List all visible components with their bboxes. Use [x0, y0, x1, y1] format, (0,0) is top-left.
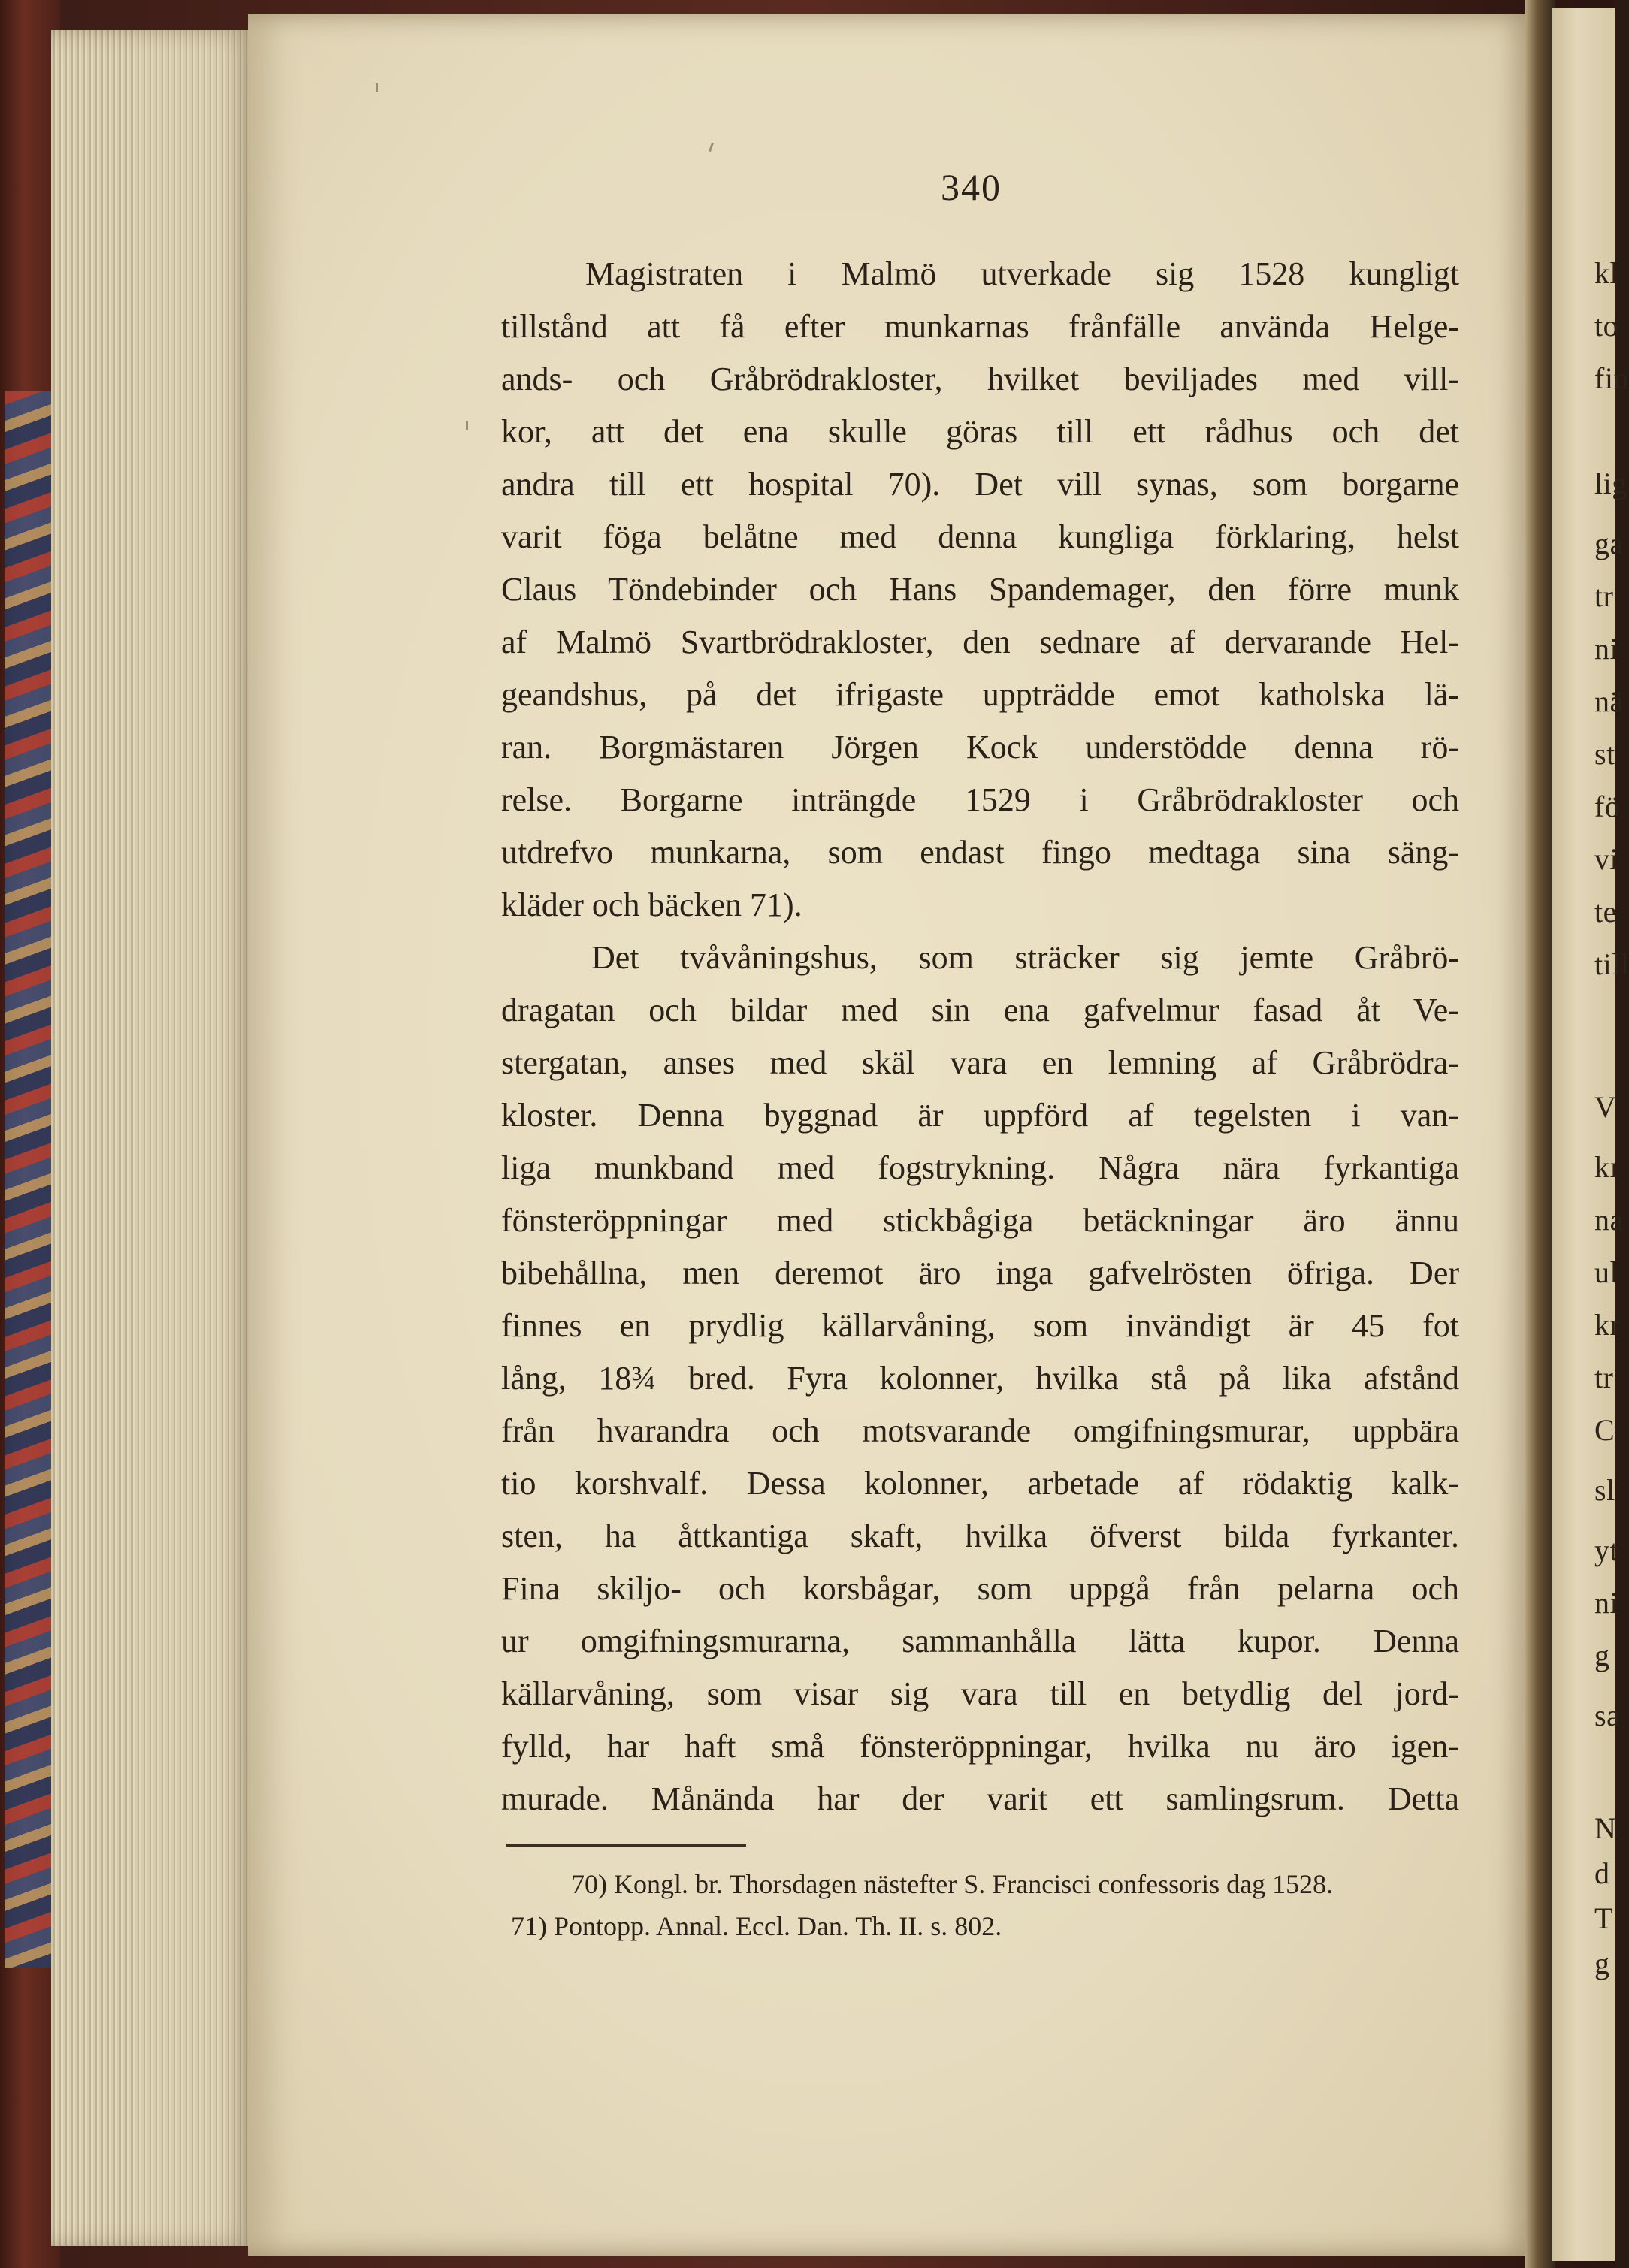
text-line: Magistraten i Malmö utverkade sig 1528 kungligt — [585, 255, 1459, 292]
next-page-text: ul — [1594, 1255, 1619, 1289]
next-page-text: fö — [1594, 790, 1621, 823]
next-page-text: nä — [1594, 684, 1624, 718]
next-page-text: tr — [1594, 1360, 1614, 1394]
footnote-rule — [506, 1844, 746, 1847]
text-line: kor, att det ena skulle göras till ett rådhus och det — [501, 413, 1459, 450]
next-page-text: kl — [1594, 256, 1619, 290]
text-line: Det tvåvåningshus, som sträcker sig jemte Gråbrö- — [591, 939, 1459, 976]
next-page-text: g — [1594, 1638, 1610, 1672]
text-line: sten, ha åttkantiga skaft, hvilka öfverst bilda fyrkanter. — [501, 1518, 1459, 1554]
text-line: källarvåning, som visar sig vara till en betydlig del jord- — [501, 1675, 1459, 1712]
next-page-text: C — [1594, 1413, 1615, 1447]
text-line: liga munkband med fogstrykning. Några nära fyrkantiga — [501, 1149, 1459, 1186]
next-page-text: kr — [1594, 1308, 1621, 1342]
book-gutter — [1525, 0, 1555, 2268]
next-page-text: st — [1594, 737, 1615, 771]
next-page-fragment — [1552, 8, 1629, 2261]
next-page-text: N — [1594, 1811, 1617, 1845]
next-page-text: sl — [1594, 1473, 1615, 1507]
next-page-text: d — [1594, 1856, 1610, 1890]
next-page-text: sa — [1594, 1699, 1621, 1732]
next-page-text: ga — [1594, 527, 1624, 560]
text-line: från hvarandra och motsvarande omgifningsmurar, uppbära — [501, 1412, 1459, 1449]
text-line: fönsteröppningar med stickbågiga betäckningar äro ännu — [501, 1202, 1459, 1239]
text-line: geandshus, på det ifrigaste uppträdde emot katholska lä- — [501, 676, 1459, 713]
text-line: tillstånd att få efter munkarnas frånfälle använda Helge- — [501, 308, 1459, 345]
text-line: kläder och bäcken 71). — [501, 886, 802, 923]
next-page-text: tr — [1594, 579, 1614, 613]
text-line: Fina skiljo- och korsbågar, som uppgå från pelarna och — [501, 1570, 1459, 1607]
footnote: 70) Kongl. br. Thorsdagen nästefter S. Francisci confessoris dag 1528. — [571, 1869, 1334, 1899]
marbled-endpaper — [5, 391, 53, 1968]
page-number: 340 — [941, 166, 1002, 208]
text-line: utdrefvo munkarna, som endast fingo medtaga sina säng- — [501, 834, 1459, 871]
next-page-text: V — [1594, 1090, 1617, 1124]
text-line: ur omgifningsmurarna, sammanhålla lätta kupor. Denna — [501, 1623, 1459, 1659]
next-page-text: lig — [1594, 467, 1627, 500]
next-page-text: yt — [1594, 1533, 1619, 1567]
paper-speck — [466, 421, 468, 430]
next-page-text: T — [1594, 1901, 1613, 1935]
body-text — [501, 248, 1459, 1826]
text-line: af Malmö Svartbrödrakloster, den sednare af dervarande Hel- — [501, 624, 1459, 660]
next-page-text: vi — [1594, 842, 1619, 876]
text-line: andra till ett hospital 70). Det vill synas, som borgarne — [501, 466, 1459, 503]
text-line: dragatan och bildar med sin ena gafvelmur fasad åt Ve- — [501, 992, 1459, 1028]
next-page-text: till — [1594, 947, 1629, 981]
text-line: relse. Borgarne inträngde 1529 i Gråbrödrakloster och — [501, 781, 1459, 818]
next-page-text: te — [1594, 895, 1617, 929]
next-page-text: ni — [1594, 1586, 1619, 1620]
page-edges — [51, 30, 254, 2246]
footnote: 71) Pontopp. Annal. Eccl. Dan. Th. II. s. 802. — [511, 1911, 1002, 1941]
text-line: Claus Töndebinder och Hans Spandemager, den förre munk — [501, 571, 1459, 608]
text-line: fylld, har haft små fönsteröppningar, hvilka nu äro igen- — [501, 1728, 1459, 1765]
next-page-text: ni — [1594, 632, 1619, 666]
next-page-text: fin — [1594, 361, 1629, 395]
text-line: ands- och Gråbrödrakloster, hvilket beviljades med vill- — [501, 361, 1459, 397]
next-page-text: kı — [1594, 1150, 1619, 1184]
next-page-text: g — [1594, 1946, 1610, 1980]
text-line: finnes en prydlig källarvåning, som invändigt är 45 fot — [501, 1307, 1459, 1344]
text-line: bibehållna, men deremot äro inga gafvelrösten öfriga. Der — [501, 1255, 1459, 1291]
text-line: ran. Borgmästaren Jörgen Kock understödde denna rö- — [501, 729, 1459, 766]
text-line: varit föga belåtne med denna kungliga förklaring, helst — [501, 518, 1459, 555]
text-line: kloster. Denna byggnad är uppförd af tegelsten i van- — [501, 1097, 1459, 1134]
next-page-text: to — [1594, 309, 1619, 343]
footnotes — [511, 1863, 1458, 1947]
text-line: tio korshvalf. Dessa kolonner, arbetade af rödaktig kalk- — [501, 1465, 1459, 1502]
paper-speck — [376, 83, 378, 92]
text-line: stergatan, anses med skäl vara en lemning af Gråbrödra- — [501, 1044, 1459, 1081]
text-line: murade. Månända har der varit ett samlingsrum. Detta — [501, 1780, 1459, 1817]
text-line: lång, 18¾ bred. Fyra kolonner, hvilka stå på lika afstånd — [501, 1360, 1459, 1397]
next-page-text: na — [1594, 1203, 1624, 1237]
